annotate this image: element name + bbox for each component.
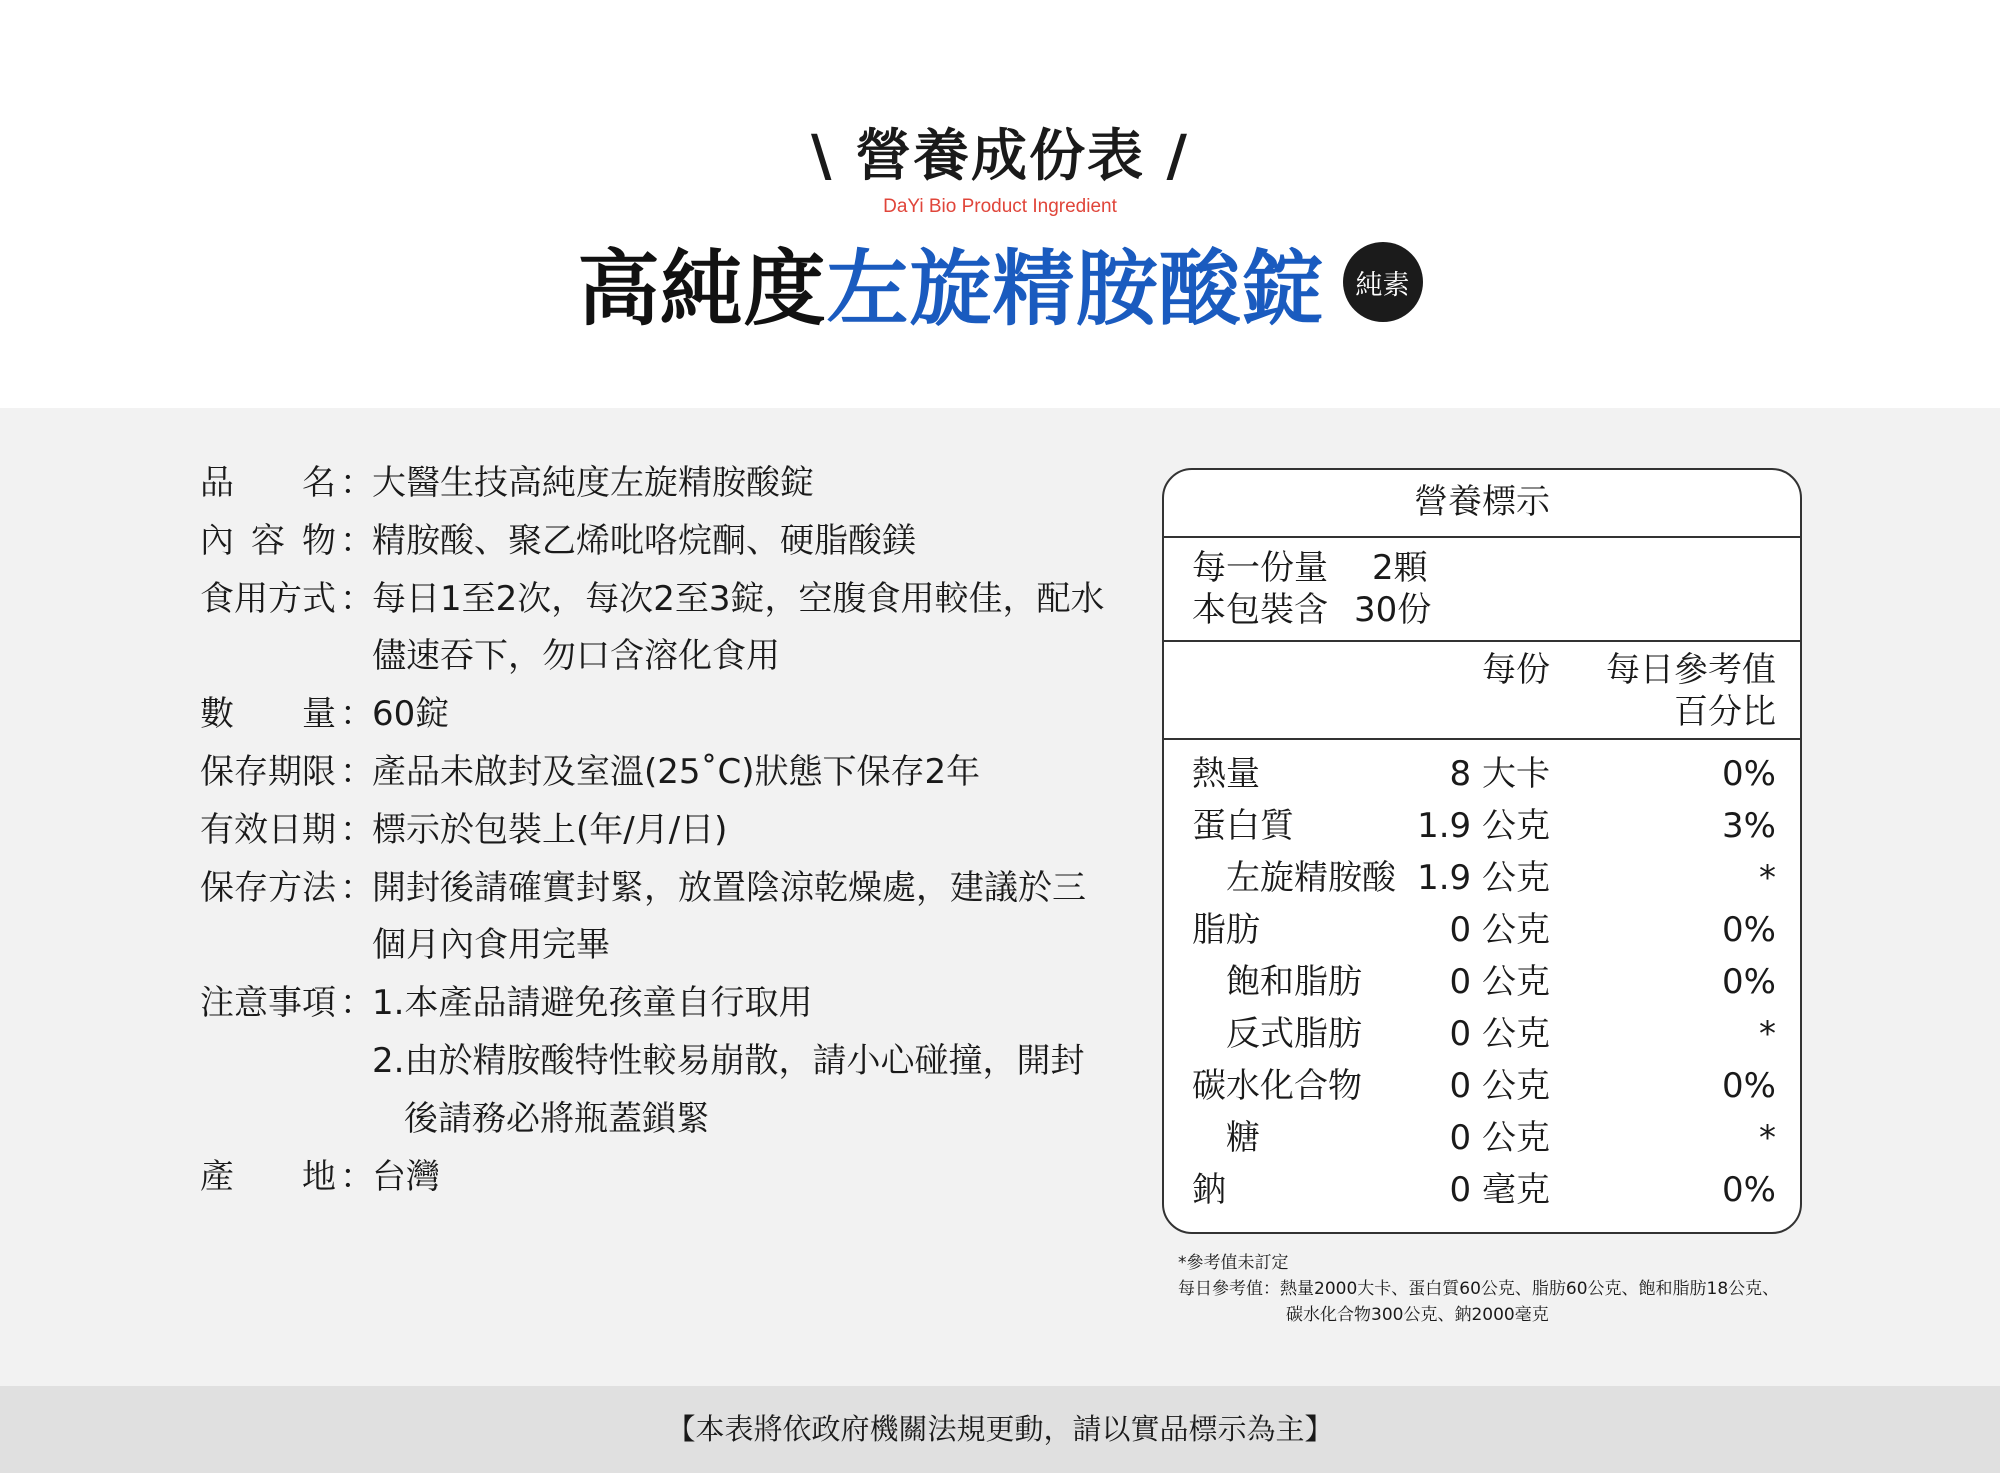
nutrient-daily-value: * [1759, 1118, 1776, 1158]
nutrient-daily-value: 3% [1722, 806, 1776, 846]
info-label-text: 品 [200, 463, 234, 503]
nutrient-row [1164, 1008, 1800, 1060]
nutrient-row [1164, 800, 1800, 852]
info-label [200, 863, 336, 913]
nutrient-row [1164, 904, 1800, 956]
info-label-text: 量 [302, 694, 336, 735]
nutrient-amount: 0 公克 [1449, 1066, 1550, 1106]
nutrient-daily-value: * [1759, 1014, 1776, 1054]
info-colon: ： [340, 867, 374, 908]
info-label [200, 574, 336, 624]
info-label [200, 805, 336, 855]
english-subtitle: DaYi Bio Product Ingredient [883, 196, 1117, 217]
product-title [0, 232, 2000, 337]
servings-per-pack-value: 30份 [1354, 590, 1432, 630]
info-label-text: 產 [200, 1156, 234, 1197]
footer-disclaimer: 【本表將依政府機關法規更動，請以實品標示為主】 [666, 1412, 1334, 1446]
info-colon: ： [340, 983, 374, 1024]
info-value: 精胺酸、聚乙烯吡咯烷酮、硬脂酸鎂 [372, 520, 916, 561]
serving-size-value: 2顆 [1372, 548, 1428, 588]
nutrient-name: 反式脂肪 [1226, 1014, 1362, 1054]
nutrient-amount: 0 毫克 [1449, 1170, 1550, 1210]
nutrient-name: 左旋精胺酸 [1226, 858, 1396, 898]
nutrient-name: 熱量 [1192, 754, 1260, 794]
nutrient-row [1164, 1112, 1800, 1164]
info-value: 標示於包裝上(年/月/日) [372, 809, 728, 850]
nutrient-amount: 0 公克 [1449, 910, 1550, 950]
info-label [200, 1152, 336, 1202]
info-label-text: 容 [251, 520, 285, 561]
nutrition-facts-table [1162, 468, 1802, 1234]
info-label-text: 注意事項 [200, 983, 336, 1024]
servings-per-pack [1192, 588, 1432, 632]
info-label-text: 數 [200, 694, 234, 735]
info-label [200, 458, 336, 508]
info-label-text: 物 [302, 520, 336, 561]
title-blue-part: 左旋精胺酸錠 [826, 241, 1325, 337]
header [0, 0, 2000, 408]
info-label-text: 名 [302, 463, 336, 503]
info-value: 開封後請確實封緊，放置陰涼乾燥處，建議於三 [372, 867, 1086, 908]
nutrient-name: 鈉 [1192, 1170, 1226, 1210]
info-value-continued: 個月內食用完畢 [372, 925, 610, 966]
info-value-continued: 2.由於精胺酸特性較易崩散，請小心碰撞，開封 [372, 1041, 1085, 1081]
info-label-text: 地 [302, 1156, 336, 1197]
info-value: 每日1至2次，每次2至3錠，空腹食用較佳，配水 [372, 578, 1105, 619]
col-daily-value: 每日參考值 [1606, 650, 1776, 690]
nutrient-amount: 0 公克 [1449, 1014, 1550, 1054]
nutrient-name: 脂肪 [1192, 910, 1260, 950]
section-title: \ 營養成份表 / [811, 124, 1189, 189]
nutrient-amount: 0 公克 [1449, 1118, 1550, 1158]
footer-bar [0, 1386, 2000, 1473]
nutrient-row [1164, 748, 1800, 800]
nutrient-daily-value: * [1759, 858, 1776, 898]
info-label [200, 978, 336, 1028]
info-colon: ： [340, 694, 374, 735]
nutrient-daily-value: 0% [1722, 754, 1776, 794]
info-value: 60錠 [372, 694, 450, 735]
nutrient-daily-value: 0% [1722, 910, 1776, 950]
info-value: 台灣 [372, 1156, 440, 1197]
info-colon: ： [340, 463, 374, 503]
info-value-continued: 儘速吞下，勿口含溶化食用 [372, 636, 780, 677]
info-colon: ： [340, 520, 374, 561]
nutrient-name: 糖 [1226, 1118, 1260, 1158]
info-value-continued: 後請務必將瓶蓋鎖緊 [404, 1098, 710, 1139]
nutrient-daily-value: 0% [1722, 1066, 1776, 1106]
nutrient-name: 碳水化合物 [1192, 1066, 1362, 1106]
servings-per-pack-label: 本包裝含 [1192, 590, 1328, 630]
divider [1164, 536, 1800, 538]
info-label-text: 有效日期 [200, 809, 336, 850]
nutrient-amount: 0 公克 [1449, 962, 1550, 1002]
serving-size-label: 每一份量 [1192, 548, 1328, 588]
footnote-daily-reference: 每日參考值：熱量2000大卡、蛋白質60公克、脂肪60公克、飽和脂肪18公克、 [1178, 1279, 1780, 1299]
info-label [200, 516, 336, 566]
info-colon: ： [340, 809, 374, 850]
title-black-part: 高純度 [577, 241, 827, 337]
nutrient-row [1164, 1164, 1800, 1216]
nutrient-name: 飽和脂肪 [1226, 962, 1362, 1002]
nutrient-row [1164, 1060, 1800, 1112]
nutrition-title: 營養標示 [1414, 482, 1550, 522]
info-label-text: 保存期限 [200, 752, 336, 792]
info-label-text: 食用方式 [200, 578, 336, 619]
nutrient-name: 蛋白質 [1192, 806, 1294, 846]
nutrient-row [1164, 852, 1800, 904]
info-label [200, 689, 336, 739]
footnote-asterisk: *參考值未訂定 [1178, 1253, 1289, 1273]
nutrient-amount: 1.9 公克 [1417, 858, 1550, 898]
info-value: 產品未啟封及室溫(25˚C)狀態下保存2年 [372, 752, 981, 792]
nutrient-amount: 8 大卡 [1449, 754, 1550, 794]
nutrient-row [1164, 956, 1800, 1008]
footnote-daily-reference-cont: 碳水化合物300公克、鈉2000毫克 [1286, 1305, 1549, 1325]
col-daily-value-percent: 百分比 [1674, 692, 1776, 732]
footnotes [1178, 1250, 1779, 1328]
info-value: 1.本產品請避免孩童自行取用 [372, 983, 813, 1024]
nutrient-amount: 1.9 公克 [1417, 806, 1550, 846]
vegan-badge: 純素 [1343, 242, 1423, 322]
info-label-text: 內 [200, 520, 234, 561]
info-label-text: 保存方法 [200, 867, 336, 908]
info-colon: ： [340, 578, 374, 619]
info-colon: ： [340, 1156, 374, 1197]
info-colon: ： [340, 752, 374, 792]
nutrient-daily-value: 0% [1722, 962, 1776, 1002]
divider [1164, 738, 1800, 740]
info-value: 大醫生技高純度左旋精胺酸錠 [372, 463, 814, 503]
divider [1164, 640, 1800, 642]
nutrient-daily-value: 0% [1722, 1170, 1776, 1210]
col-per-serving: 每份 [1482, 650, 1550, 690]
serving-size [1192, 546, 1428, 590]
info-label [200, 747, 336, 797]
